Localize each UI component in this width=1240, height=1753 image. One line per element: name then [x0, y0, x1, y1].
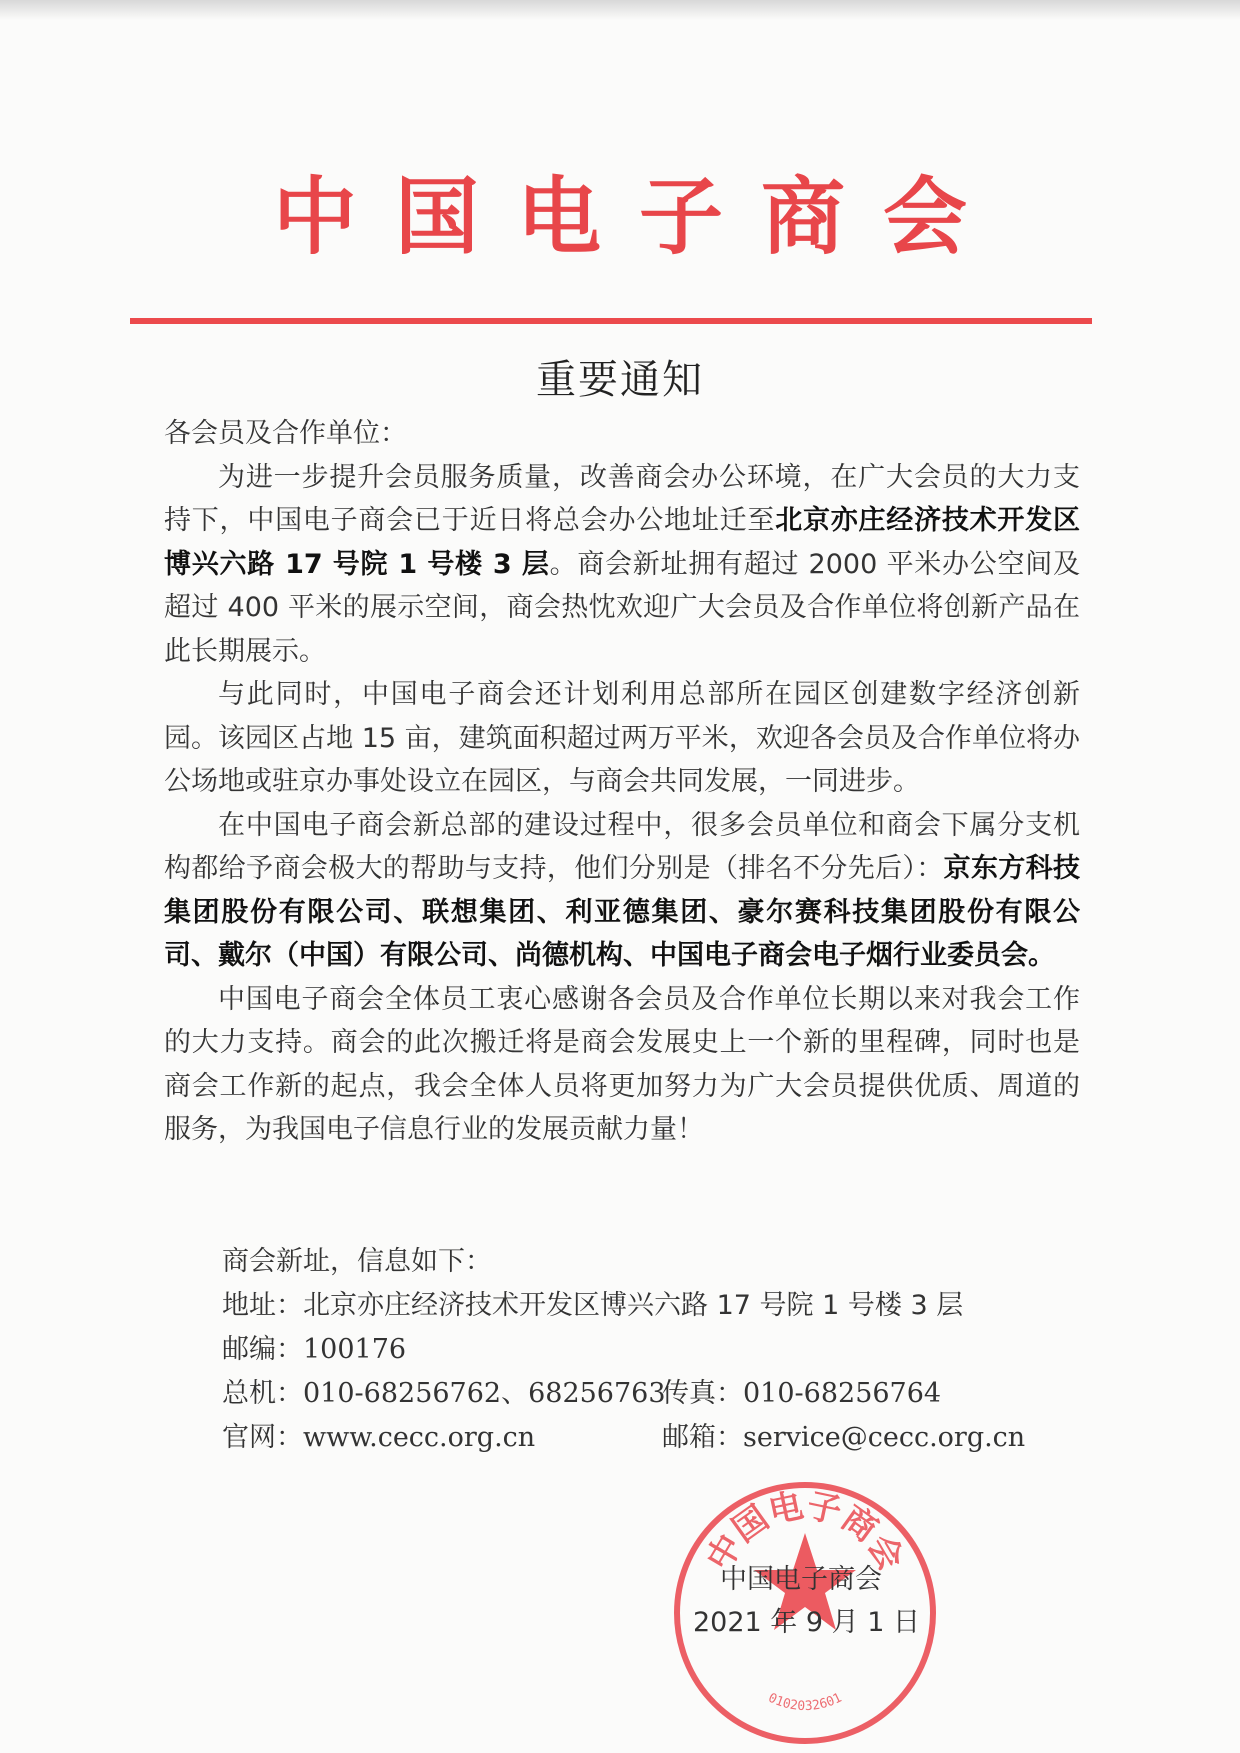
- email-label: 邮箱：: [662, 1422, 743, 1453]
- info-heading: 商会新址，信息如下：: [222, 1246, 492, 1277]
- email-field: [662, 1416, 1025, 1460]
- salutation: 各会员及合作单位：: [164, 418, 407, 449]
- fax-label: 传真：: [662, 1378, 743, 1409]
- address-row: [222, 1284, 963, 1328]
- web-row: [222, 1416, 1026, 1460]
- new-address-highlight: 北京亦庄经济技术开发区博兴六路 17 号院 1 号楼 3 层: [164, 505, 1080, 580]
- paragraph-innovation-park: 与此同时，中国电子商会还计划利用总部所在园区创建数字经济创新园。该园区占地 15 亩，建筑面积超过两万平米，欢迎各会员及合作单位将办公场地或驻京办事处设立在园区，与商会共同发展，一同进步。: [164, 679, 1080, 797]
- postcode-row: [222, 1328, 963, 1372]
- notice-body: [164, 412, 1080, 1152]
- supporter-list: 京东方科技集团股份有限公司、联想集团、利亚德集团、豪尔赛科技集团股份有限公司、戴尔（中国）有限公司、尚德机构、中国电子商会电子烟行业委员会。: [164, 853, 1081, 971]
- phone-value: 010-68256762、68256763: [303, 1378, 666, 1409]
- paragraph-text: 在中国电子商会新总部的建设过程中，很多会员单位和商会下属分支机构都给予商会极大的帮助与支持，他们分别是（排名不分先后）：: [164, 809, 1080, 884]
- letterhead-red-rule: [130, 318, 1092, 324]
- paragraph-text: 。商会新址拥有超过 2000 平米办公空间及超过 400 平米的展示空间，商会热忱欢迎广大会员及合作单位将创新产品在此长期展示。: [164, 548, 1080, 667]
- address-value: 北京亦庄经济技术开发区博兴六路 17 号院 1 号楼 3 层: [303, 1290, 964, 1321]
- email-value: service@cecc.org.cn: [743, 1422, 1026, 1453]
- seal-number: 0102032601: [765, 1690, 845, 1715]
- signature-date: 2021 年 9 月 1 日: [693, 1607, 920, 1638]
- contact-info: [222, 1240, 1026, 1460]
- signature-org: 中国电子商会: [720, 1564, 882, 1595]
- address-label: 地址：: [222, 1290, 303, 1321]
- phone-row: [222, 1372, 963, 1416]
- seal-arc-text: 中国电子商会: [699, 1485, 911, 1578]
- website-value: www.cecc.org.cn: [303, 1422, 536, 1453]
- phone-label: 总机：: [222, 1378, 303, 1409]
- paragraph-thanks: 中国电子商会全体员工衷心感谢各会员及合作单位长期以来对我会工作的大力支持。商会的此次搬迁将是商会发展史上一个新的里程碑，同时也是商会工作新的起点，我会全体人员将更加努力为广大会员提供优质、周道的服务，为我国电子信息行业的发展贡献力量！: [164, 983, 1080, 1145]
- postcode-label: 邮编：: [222, 1334, 303, 1365]
- letterhead-org-name: 中国电子商会: [272, 167, 1005, 266]
- postcode-value: 100176: [303, 1334, 407, 1365]
- paragraph-relocation: [164, 456, 1080, 674]
- fax-field: [662, 1372, 941, 1416]
- fax-value: 010-68256764: [743, 1378, 942, 1409]
- website-label: 官网：: [222, 1422, 303, 1453]
- paragraph-text: 为进一步提升会员服务质量，改善商会办公环境，在广大会员的大力支持下，中国电子商会已于近日将总会办公地址迁至: [164, 461, 1080, 536]
- paragraph-supporters: [164, 804, 1080, 978]
- notice-title: 重要通知: [536, 357, 704, 403]
